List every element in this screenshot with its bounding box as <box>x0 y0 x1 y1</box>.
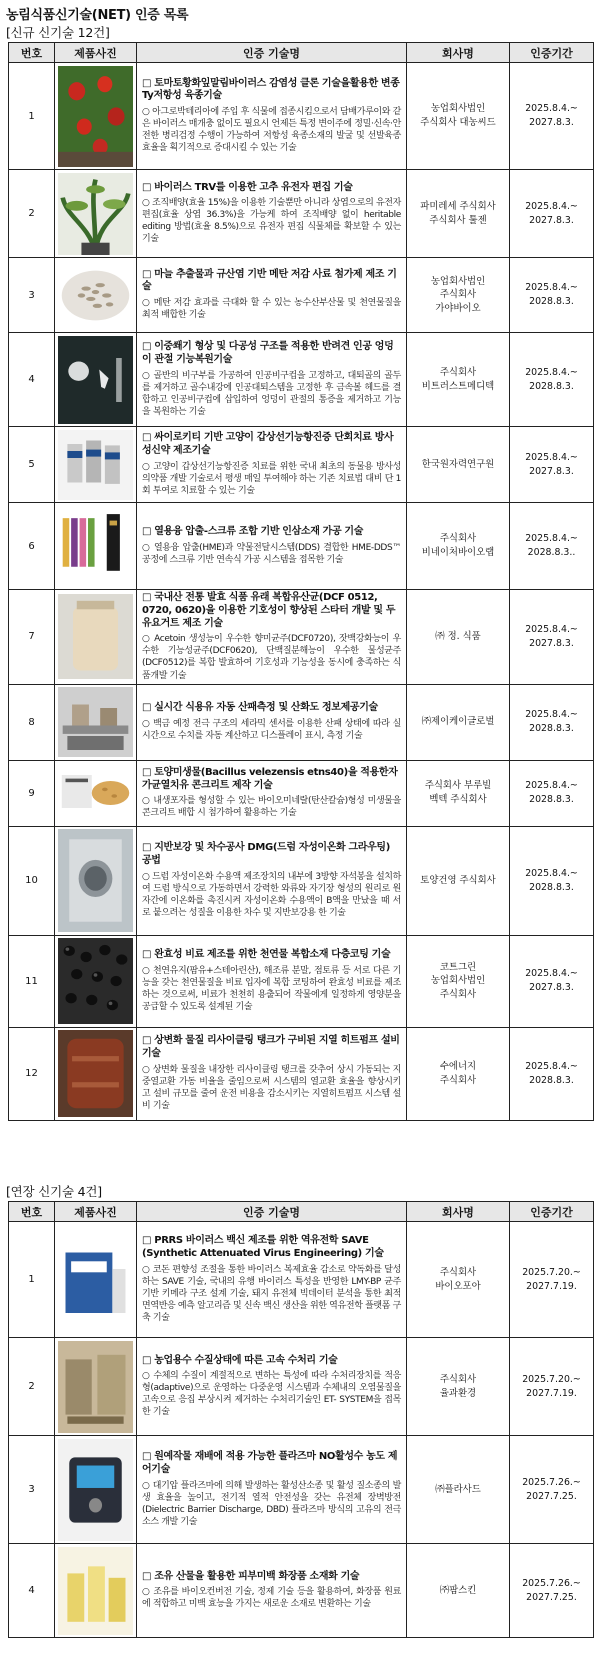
tech-title: □ 실시간 식용유 자동 산패측정 및 산화도 정보제공기술 <box>142 702 378 714</box>
product-photo-cell <box>55 760 137 826</box>
period-cell <box>510 935 594 1027</box>
company-name-line: 주식회사 <box>439 988 477 1000</box>
product-photo <box>58 1225 133 1335</box>
tech-title: □ 마늘 추출물과 규산염 기반 메탄 저감 사료 첨가제 제조 기술 <box>142 268 397 293</box>
period-start: 2025.8.4.~ <box>525 451 578 463</box>
company-cell <box>407 684 510 760</box>
header-number: 번호 <box>9 1202 55 1222</box>
tech-cell <box>137 684 407 760</box>
table-row <box>9 1544 594 1638</box>
product-photo <box>58 687 133 757</box>
period-end: 2027.8.3. <box>529 637 574 649</box>
table-row <box>9 684 594 760</box>
row-number: 5 <box>9 427 55 503</box>
product-photo-cell <box>55 170 137 258</box>
company-name-line: ㈜제이케이글로벌 <box>421 716 495 728</box>
period-end: 2028.8.3. <box>529 881 574 893</box>
product-photo-cell <box>55 590 137 685</box>
tech-title: □ 국내산 전통 발효 식품 유래 복합유산균(DCF 0512, 0720, 0620)을 이용한 기호성이 향상된 스타터 개발 및 두유요거트 제조 기술 <box>142 592 396 629</box>
period-start: 2025.8.4.~ <box>525 624 578 636</box>
header-tech-name: 인증 기술명 <box>137 1202 407 1222</box>
tech-title: □ 상변화 물질 리사이클링 탱크가 구비된 지열 히트펌프 설비기술 <box>142 1035 400 1059</box>
tech-cell <box>137 258 407 333</box>
product-photo <box>58 430 133 500</box>
tech-description: ○ 천연유지(팜유+스테아린산), 해조류 분말, 점토류 등 서로 다른 기능을 갖는 천연물질을 비료 입자에 복합 코팅하여 완효성 비료를 제조하는 것으로써, 비료가 천천히 용출되어 작물에게 일정하게 영양분을 공급할 수 있도록 설계된 기술 <box>142 965 401 1013</box>
table-row <box>9 258 594 333</box>
header-company: 회사명 <box>407 1202 510 1222</box>
tech-cell <box>137 333 407 427</box>
product-photo-cell <box>55 333 137 427</box>
table-row <box>9 63 594 170</box>
product-photo-cell <box>55 503 137 590</box>
row-number: 1 <box>9 1222 55 1338</box>
company-name-line: 바이오포아 <box>435 1280 481 1292</box>
period-end: 2028.8.3. <box>529 723 574 735</box>
table-row <box>9 1222 594 1338</box>
tech-description: ○ 조유를 바이오컨버전 기술, 정제 기술 등을 활용하여, 화장품 원료에 적합하고 미백 효능을 가지는 새로운 소재로 변환하는 기술 <box>142 1587 401 1610</box>
new-section-label: [신규 신기술 12건] <box>6 25 110 40</box>
header-period: 인증기간 <box>510 43 594 63</box>
tech-description: ○ 조직배양(효율 15%)을 이용한 기술뿐만 아니라 상엽으로의 유전자 편집(효율 상엽 36.3%)을 가능케 하여 조직배양 없이 heritable editing 방법(효율 8.5%)으로 유전자 편집 식물체를 확보할 수 있는 기술 <box>142 198 401 245</box>
new-tech-table <box>8 42 594 1121</box>
product-photo <box>58 1030 133 1117</box>
row-number: 11 <box>9 935 55 1027</box>
page-title: 농림식품신기술(NET) 인증 목록 <box>6 8 189 23</box>
tech-description: ○ 코돈 편향성 조절을 통한 바이러스 복제효율 감소로 약독화를 달성하는 SAVE 기술, 국내의 유행 바이러스 특성을 반영한 LMY-BP 균주 기반 키메라 구조 설계 기술, 돼지 유전체 빅데이터 분석을 통한 최적 면역반응 예측 알고리즘 및 신속 백신 생산을 위한 역유전학 플랫폼 구축 기술 <box>142 1264 401 1323</box>
period-end: 2027.8.3. <box>529 117 574 128</box>
period-start: 2025.8.4.~ <box>525 366 578 378</box>
company-cell <box>407 760 510 826</box>
table-row <box>9 935 594 1027</box>
header-number: 번호 <box>9 43 55 63</box>
company-name-line: 주식회사 <box>439 533 477 545</box>
period-cell <box>510 63 594 170</box>
company-cell <box>407 935 510 1027</box>
product-photo <box>58 829 133 932</box>
tech-description: ○ 백금 예정 전극 구조의 세라믹 센서를 이용한 산패 상태에 따라 실시간으로 수치를 자동 계산하고 디스플레이 표시, 측정 기술 <box>142 718 401 741</box>
company-name-line: 주식회사 <box>439 1373 477 1385</box>
header-photo: 제품사진 <box>55 43 137 63</box>
company-name-line: 비트러스트메디텍 <box>421 380 495 392</box>
product-photo-cell <box>55 427 137 503</box>
company-name-line: 코트그린 <box>439 961 477 973</box>
period-cell <box>510 1436 594 1544</box>
table-header-row <box>9 43 594 63</box>
row-number: 2 <box>9 170 55 258</box>
company-name-line: ㈜팜스킨 <box>439 1584 477 1596</box>
period-end: 2027.7.25. <box>526 1490 577 1502</box>
tech-cell <box>137 826 407 935</box>
period-start: 2025.7.26.~ <box>522 1476 581 1488</box>
company-name-line: ㈜ 정. 식품 <box>435 630 481 642</box>
tech-description: ○ 메탄 저감 효과를 극대화 할 수 있는 농수산부산물 및 천연물질을 최적 배합한 기술 <box>142 298 401 321</box>
company-cell <box>407 1544 510 1638</box>
company-cell <box>407 826 510 935</box>
period-start: 2025.8.4.~ <box>525 780 578 792</box>
row-number: 12 <box>9 1027 55 1120</box>
period-start: 2025.7.20.~ <box>522 1373 581 1385</box>
header-tech-name: 인증 기술명 <box>137 43 407 63</box>
table-row <box>9 1027 594 1120</box>
period-start: 2025.7.20.~ <box>522 1266 581 1278</box>
product-photo-cell <box>55 1222 137 1338</box>
company-name-line: 농업회사법인 <box>430 103 486 115</box>
tech-cell <box>137 1436 407 1544</box>
product-photo-cell <box>55 684 137 760</box>
company-name-line: 비네이처바이오랩 <box>421 547 495 558</box>
tech-description: ○ 수체의 수질이 계절적으로 변하는 특성에 따라 수처리장치를 적응형(adaptive)으로 운영하는 다중운영 시스템과 수체내의 오염물질을 고속으로 응집 부상시켜 제거하는 수처리기술인 ET- SYSTEM을 접목한 기술 <box>142 1371 401 1418</box>
tech-title: □ 싸이로키티 기반 고양이 갑상선기능항진증 단회치료 방사성신약 제조기술 <box>142 432 394 456</box>
company-name-line: 수에너지 <box>439 1060 477 1072</box>
company-cell <box>407 258 510 333</box>
tech-title: □ 완효성 비료 제조를 위한 천연물 복합소재 다층코팅 기술 <box>142 949 391 961</box>
period-cell <box>510 826 594 935</box>
product-photo <box>58 594 133 679</box>
company-name-line: 주식회사 대농씨드 <box>420 117 496 128</box>
tech-description: ○ Acetoin 생성능이 우수한 향미균주(DCF0720), 잣백강화능이 우수한 기능성균주(DCF0620), 단백질분해능이 우수한 물성균주 (DCF0512)를 복합 발효하여 기호성과 기능성을 동시에 충족하는 식품개발 기술 <box>142 634 401 681</box>
company-name-line: 주식회사 <box>439 366 477 378</box>
row-number: 1 <box>9 63 55 170</box>
company-name-line: 벡텍 주식회사 <box>429 794 487 806</box>
product-photo <box>58 173 133 255</box>
tech-cell <box>137 1544 407 1638</box>
table-row <box>9 170 594 258</box>
tech-title: □ 바이러스 TRV를 이용한 고추 유전자 편집 기술 <box>142 181 353 193</box>
period-end: 2027.8.3. <box>529 465 574 477</box>
period-cell <box>510 760 594 826</box>
row-number: 9 <box>9 760 55 826</box>
period-end: 2028.8.3.. <box>527 547 576 558</box>
product-photo-cell <box>55 826 137 935</box>
tech-description: ○ 골반의 비구부를 가공하여 인공비구컵을 고정하고, 대퇴골의 골두를 제거하고 골수내강에 인공대퇴스템을 고정한 후 금속볼 헤드를 결합하고 인공비구컵에 삽입하여 엉덩이 관절의 통증을 제거하고 기능을 복원하는 기술 <box>142 370 401 417</box>
header-photo: 제품사진 <box>55 1202 137 1222</box>
tech-cell <box>137 63 407 170</box>
row-number: 4 <box>9 333 55 427</box>
row-number: 3 <box>9 258 55 333</box>
company-name-line: 토양건영 주식회사 <box>420 874 496 886</box>
header-period: 인증기간 <box>510 1202 594 1222</box>
tech-cell <box>137 935 407 1027</box>
product-photo-cell <box>55 1436 137 1544</box>
company-name-line: 주식회사 <box>439 1266 477 1278</box>
row-number: 8 <box>9 684 55 760</box>
tech-cell <box>137 170 407 258</box>
tech-cell <box>137 503 407 590</box>
product-photo-cell <box>55 1338 137 1436</box>
table-row <box>9 826 594 935</box>
header-company: 회사명 <box>407 43 510 63</box>
period-end: 2028.8.3. <box>529 794 574 806</box>
period-start: 2025.8.4.~ <box>525 968 578 980</box>
table-header-row <box>9 1202 594 1222</box>
table-row <box>9 427 594 503</box>
period-cell <box>510 684 594 760</box>
period-cell <box>510 1027 594 1120</box>
period-cell <box>510 333 594 427</box>
product-photo-cell <box>55 258 137 333</box>
tech-description: ○ 대기압 플라즈마에 의해 발생하는 활성산소종 및 활성 질소종의 발생 효율을 높이고, 전기적 열적 안전성을 갖는 유전체 장벽방전 (Dielectric Barrier Discharge, DBD) 플라즈마 방식의 고유의 전극 소스 개발 기술 <box>142 1480 401 1527</box>
period-start: 2025.8.4.~ <box>525 1060 578 1072</box>
company-name-line: 율과환경 <box>439 1387 477 1399</box>
tech-cell <box>137 1027 407 1120</box>
tech-description: ○ 드럼 자성이온화 수용액 제조장치의 내부에 3방향 자석봉을 설치하여 드럼 방식으로 가동하면서 강력한 와류와 자기장 형성의 원리로 원자간에 이온화를 촉진시켜 자성이온화 수용액이 B액을 만났을 때 서로 붙으려는 성질을 이용한 차수 및 지반보강용 한 기술 <box>142 871 401 918</box>
tech-description: ○ 상변화 물질을 내장한 리사이클링 탱크를 갖추어 상시 가동되는 지중열교환 가동 비율을 줄임으로써 시스템의 열교환 효율을 향상시키고 설비 규모를 줄여 운전 비용을 감소시키는 지열히트펌프 시스템 설비 기술 <box>142 1064 401 1111</box>
product-photo <box>58 66 133 167</box>
tech-description: ○ 내생포자를 형성할 수 있는 바이오미네랄(탄산칼슘)형성 미생물을 콘크리트 배합 시 첨가하여 활용하는 기술 <box>142 796 401 819</box>
tech-title: □ 토양미생물(Bacillus velezensis etns40)을 적용한자가균열치유 콘크리트 제작 기술 <box>142 766 398 791</box>
product-photo <box>58 1341 133 1433</box>
tech-title: □ PRRS 바이러스 백신 제조를 위한 역유전학 SAVE (Synthetic Attenuated Virus Engineering) 기술 <box>142 1235 384 1259</box>
tech-cell <box>137 1222 407 1338</box>
row-number: 3 <box>9 1436 55 1544</box>
row-number: 6 <box>9 503 55 590</box>
tech-title: □ 원예작물 재배에 적용 가능한 플라즈마 NO활성수 농도 제어기술 <box>142 1451 398 1475</box>
period-end: 2027.8.3. <box>529 214 574 226</box>
company-cell <box>407 170 510 258</box>
period-start: 2025.8.4.~ <box>525 533 578 545</box>
period-start: 2025.8.4.~ <box>525 200 578 212</box>
table-row <box>9 1436 594 1544</box>
period-start: 2025.8.4.~ <box>525 282 578 294</box>
company-name-line: 주식회사 <box>439 1074 477 1086</box>
product-photo-cell <box>55 63 137 170</box>
company-cell <box>407 1338 510 1436</box>
company-name-line: 주식회사 <box>439 289 477 301</box>
company-name-line: ㈜플라사드 <box>435 1483 481 1495</box>
tech-description: ○ 열용융 압출(HME)과 약물전달시스템(DDS) 결합한 HME-DDS™ 공정에 스크류 기반 연속식 가공 시스템을 접목한 기술 <box>142 542 401 565</box>
table-row <box>9 333 594 427</box>
company-cell <box>407 333 510 427</box>
product-photo <box>58 763 133 823</box>
product-photo <box>58 1439 133 1541</box>
company-cell <box>407 427 510 503</box>
period-cell <box>510 590 594 685</box>
product-photo-cell <box>55 1027 137 1120</box>
period-end: 2027.8.3. <box>529 982 574 994</box>
tech-description: ○ 아그로박테리아에 주입 후 식물에 접종시킴으로서 담배가루이와 같은 바이러스 매개충 없이도 필요시 언제든 특정 변이주에 정밀·신속·안전한 병리검정 수행이 가능하여 저항성 육종소재의 발굴 및 선발육종 효율을 획기적으로 증대시킬 수 있는 기술 <box>142 107 401 154</box>
table-row <box>9 1338 594 1436</box>
company-name-line: 농업회사법인 <box>430 275 486 287</box>
tech-title: □ 열용융 압출-스크류 조합 기반 인삼소재 가공 기술 <box>142 526 364 538</box>
product-photo <box>58 1547 133 1635</box>
company-cell <box>407 1436 510 1544</box>
company-name-line: 주식회사 부루빌 <box>424 780 492 792</box>
period-end: 2028.8.3. <box>529 296 574 307</box>
period-cell <box>510 1544 594 1638</box>
company-cell <box>407 590 510 685</box>
tech-title: □ 조유 산물을 활용한 피부미백 화장품 소재화 기술 <box>142 1570 360 1582</box>
company-name-line: 가야바이오 <box>435 302 481 314</box>
period-end: 2027.7.19. <box>526 1387 577 1399</box>
product-photo-cell <box>55 1544 137 1638</box>
tech-cell <box>137 427 407 503</box>
company-cell <box>407 63 510 170</box>
product-photo <box>58 261 133 330</box>
period-end: 2028.8.3. <box>529 380 574 392</box>
table-row <box>9 760 594 826</box>
period-end: 2027.7.19. <box>526 1280 577 1292</box>
product-photo <box>58 938 133 1024</box>
row-number: 10 <box>9 826 55 935</box>
tech-cell <box>137 760 407 826</box>
period-start: 2025.7.26.~ <box>522 1577 581 1589</box>
period-end: 2028.8.3. <box>529 1074 574 1086</box>
period-start: 2025.8.4.~ <box>525 709 578 721</box>
table-row <box>9 590 594 685</box>
company-cell <box>407 1222 510 1338</box>
company-cell <box>407 1027 510 1120</box>
tech-title: □ 농업용수 수질상태에 따른 고속 수처리 기술 <box>142 1354 338 1366</box>
period-cell <box>510 427 594 503</box>
tech-description: ○ 고양이 갑상선기능항진증 치료를 위한 국내 최초의 동물용 방사성의약품 개발 기술로서 평생 매일 투여해야 하는 기존 치료법 대비 단 1회 투여로 치료할 수 있는 기술 <box>142 461 401 496</box>
company-cell <box>407 503 510 590</box>
period-cell <box>510 170 594 258</box>
tech-title: □ 토마토황화잎말림바이러스 감염성 클론 기술을활용한 변종 Ty저항성 육종기술 <box>142 77 400 102</box>
row-number: 4 <box>9 1544 55 1638</box>
tech-title: □ 지반보강 및 차수공사 DMG(드럼 자성이온화 그라우팅) 공법 <box>142 842 390 866</box>
period-cell <box>510 1222 594 1338</box>
company-name-line: 한국원자력연구원 <box>421 458 495 470</box>
ext-section-label: [연장 신기술 4건] <box>6 1184 102 1199</box>
company-name-line: 파미레세 주식회사 <box>420 200 496 212</box>
tech-title: □ 이중쐐기 형상 및 다공성 구조를 적용한 반려견 인공 엉덩이 관절 기능복원기술 <box>142 341 394 365</box>
period-end: 2027.7.25. <box>526 1591 577 1603</box>
product-photo <box>58 506 133 587</box>
product-photo <box>58 336 133 424</box>
period-cell <box>510 258 594 333</box>
period-cell <box>510 503 594 590</box>
row-number: 2 <box>9 1338 55 1436</box>
company-name-line: 주식회사 툴젠 <box>429 214 487 226</box>
table-row <box>9 503 594 590</box>
ext-tech-table <box>8 1201 594 1638</box>
period-cell <box>510 1338 594 1436</box>
period-start: 2025.8.4.~ <box>525 103 578 115</box>
period-start: 2025.8.4.~ <box>525 867 578 879</box>
product-photo-cell <box>55 935 137 1027</box>
tech-cell <box>137 1338 407 1436</box>
company-name-line: 농업회사법인 <box>430 975 486 987</box>
tech-cell <box>137 590 407 685</box>
row-number: 7 <box>9 590 55 685</box>
